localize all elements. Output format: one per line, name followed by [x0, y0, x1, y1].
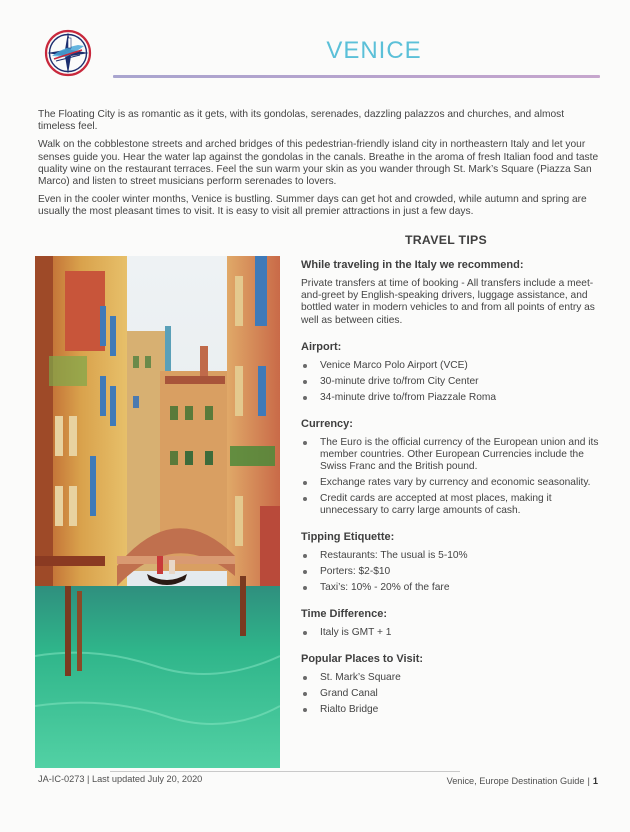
- list-item: Porters: $2-$10: [301, 566, 601, 578]
- list-item: Italy is GMT + 1: [301, 627, 601, 639]
- tipping-list: [301, 550, 601, 594]
- footer-guide-label: [447, 776, 598, 786]
- header-divider: [113, 75, 600, 78]
- list-item: St. Mark’s Square: [301, 672, 601, 684]
- travel-tips-title: TRAVEL TIPS: [404, 233, 488, 247]
- list-item: Credit cards are accepted at most places, making it unnecessary to carry large amounts of cash.: [301, 493, 601, 517]
- recommend-text: Private transfers at time of booking - All transfers include a meet-and-greet by English-speaking drivers, luggage assistance, and bottled water in modern vehicles to and from all points of entry as well as between cities.: [301, 278, 595, 326]
- list-item: Grand Canal: [301, 688, 601, 700]
- list-item: Restaurants: The usual is 5-10%: [301, 550, 601, 562]
- venice-canal-photo: [35, 256, 280, 768]
- recommend-heading: While traveling in the Italy we recommend:: [301, 259, 524, 271]
- list-item: 30-minute drive to/from City Center: [301, 376, 601, 388]
- footer-document-id: JA-IC-0273 | Last updated July 20, 2020: [38, 774, 203, 784]
- list-item: Taxi’s: 10% - 20% of the fare: [301, 582, 601, 594]
- intro-paragraph: Even in the cooler winter months, Venice is bustling. Summer days can get hot and crowded, while autumn and spring are usually the most pleasant times to visit. It is easy to visit all premier attractions in just a few days.: [38, 194, 587, 218]
- intro-paragraph: Walk on the cobblestone streets and arched bridges of this pedestrian-friendly island city in northeastern Italy and let your senses guide you. Hear the water lap against the gondolas in the canals. Breathe in the aroma of fresh Italian food and taste quality wine on the restaurant terraces. Feel the sun warm your skin as you wander through St. Mark’s Square (Piazza San Marco) and listen to street musicians perform serenades to lovers.: [38, 139, 599, 188]
- airport-list: [301, 360, 601, 404]
- intro-paragraph: The Floating City is as romantic as it gets, with its gondolas, serenades, dazzling palazzos and churches, and almost timeless feel.: [38, 109, 565, 133]
- travel-tips-section: [301, 233, 601, 730]
- airport-heading: Airport:: [301, 340, 342, 353]
- popular-places-heading: Popular Places to Visit:: [301, 652, 424, 665]
- currency-heading: Currency:: [301, 417, 353, 430]
- page-title: VENICE: [326, 37, 422, 64]
- tipping-heading: Tipping Etiquette:: [301, 530, 395, 543]
- footer-guide-name: Venice, Europe Destination Guide: [446, 776, 585, 786]
- compass-ship-logo-icon: [42, 28, 94, 78]
- intro-section: [38, 109, 600, 225]
- list-item: Venice Marco Polo Airport (VCE): [301, 360, 601, 372]
- list-item: 34-minute drive to/from Piazzale Roma: [301, 392, 601, 404]
- list-item: Exchange rates vary by currency and economic seasonality.: [301, 477, 601, 489]
- time-difference-heading: Time Difference:: [301, 607, 387, 620]
- currency-list: [301, 437, 601, 517]
- list-item: Rialto Bridge: [301, 704, 601, 716]
- list-item: The Euro is the official currency of the European union and its member countries. Other European Currencies include the Swiss Franc and the British pound.: [301, 437, 601, 473]
- footer-separator: |: [587, 776, 590, 786]
- page-number: 1: [592, 776, 598, 786]
- time-difference-list: [301, 627, 601, 639]
- footer-divider: [110, 771, 460, 772]
- popular-places-list: [301, 672, 601, 716]
